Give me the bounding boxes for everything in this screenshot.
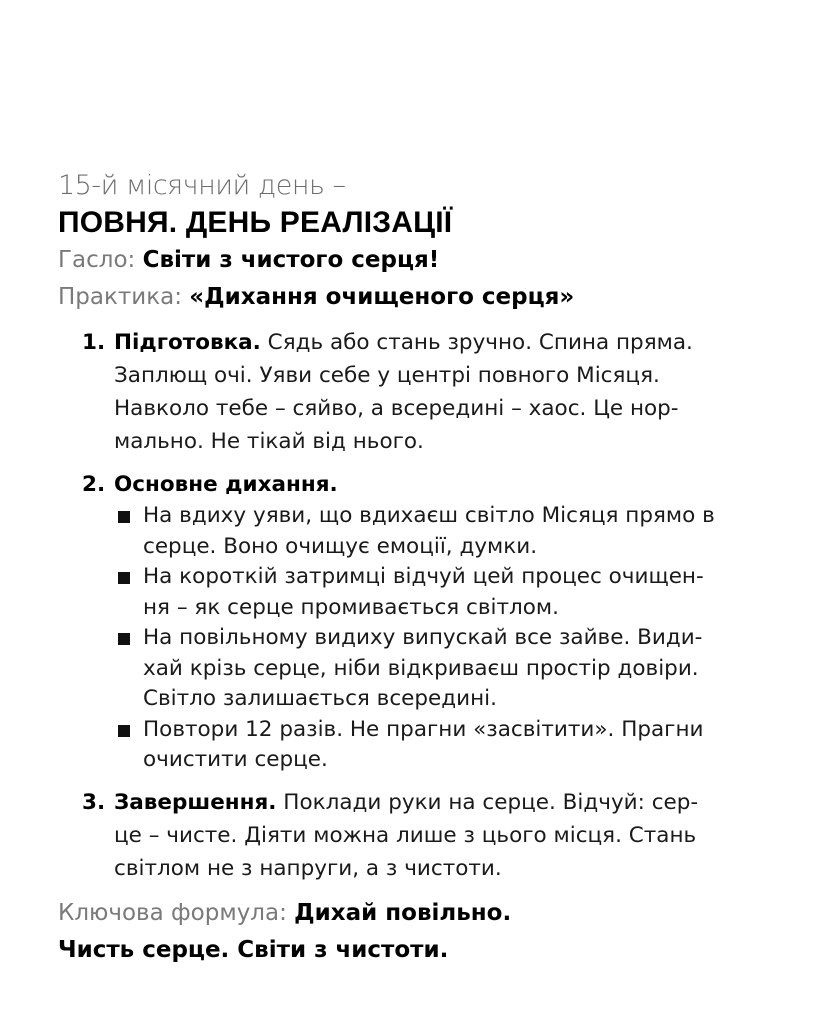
practice-label: Практика: bbox=[58, 284, 182, 310]
bullet-line: очистити серце. bbox=[143, 747, 328, 772]
step-line: світлом не з напруги, а з чистоти. bbox=[114, 855, 502, 881]
bullet-item bbox=[114, 501, 798, 562]
step-number: 1. bbox=[82, 330, 106, 355]
step-number: 2. bbox=[82, 472, 106, 497]
step-completion bbox=[58, 786, 798, 885]
square-bullet-icon bbox=[118, 633, 130, 645]
step-line: Заплющ очі. Уяви себе у центрі повного Місяця. bbox=[114, 363, 660, 388]
step-line: мально. Не тікай від нього. bbox=[114, 429, 424, 454]
step-line bbox=[114, 786, 798, 819]
bullet-item bbox=[114, 715, 798, 776]
bullet-line: хай крізь серце, ніби відкриваєш простір довіри. bbox=[143, 655, 699, 681]
step-heading: Підготовка. bbox=[114, 330, 261, 355]
page-title: ПОВНЯ. ДЕНЬ РЕАЛІЗАЦІЇ bbox=[58, 206, 453, 239]
bullet-line: На вдиху уяви, що вдихаєш світло Місяця прямо в bbox=[143, 503, 715, 528]
motto-value: Світи з чистого серця! bbox=[142, 247, 440, 273]
step-number: 3. bbox=[82, 789, 106, 815]
bullet-line: На короткій затримці відчуй цей процес очищен- bbox=[143, 564, 704, 589]
bullet-list bbox=[114, 501, 798, 776]
step-main-breathing bbox=[58, 468, 798, 776]
step-heading: Завершення. bbox=[114, 789, 277, 815]
step-heading: Основне дихання. bbox=[114, 472, 338, 497]
page bbox=[58, 168, 798, 969]
bullet-line: Світло залишається всередині. bbox=[143, 686, 497, 711]
bullet-line: ня – як серце промивається світлом. bbox=[143, 594, 559, 620]
motto-label: Гасло: bbox=[58, 247, 136, 273]
formula-value-line2: Чисть серце. Світи з чистоти. bbox=[58, 936, 449, 963]
bullet-item bbox=[114, 562, 798, 623]
day-line: 15-й місячний день – bbox=[58, 170, 346, 201]
step-line: Навколо тебе – сяйво, а всередині – хаос. Це нор- bbox=[114, 396, 679, 421]
step-line: це – чисте. Діяти можна лише з цього місця. Стань bbox=[114, 822, 697, 848]
step-line bbox=[114, 326, 798, 359]
formula-label: Ключова формула: bbox=[58, 899, 287, 926]
square-bullet-icon bbox=[118, 511, 130, 523]
motto bbox=[58, 242, 798, 279]
practice bbox=[58, 279, 798, 316]
bullet-item bbox=[114, 623, 798, 715]
square-bullet-icon bbox=[118, 725, 130, 737]
bullet-line: Повтори 12 разів. Не прагни «засвітити». Прагни bbox=[143, 716, 704, 742]
bullet-line: На повільному видиху випускай все зайве. Види- bbox=[143, 625, 703, 650]
formula-value: Дихай повільно. bbox=[294, 899, 512, 926]
step-text: Сядь або стань зручно. Спина пряма. bbox=[260, 330, 693, 355]
step-preparation bbox=[58, 326, 798, 458]
formula-line bbox=[58, 895, 798, 932]
square-bullet-icon bbox=[118, 572, 130, 584]
bullet-line: серце. Воно очищує емоції, думки. bbox=[143, 533, 538, 559]
key-formula bbox=[58, 895, 798, 969]
step-text: Поклади руки на серце. Відчуй: сер- bbox=[276, 789, 699, 815]
practice-value: «Дихання очищеного серця» bbox=[189, 284, 575, 310]
steps-list bbox=[58, 326, 798, 885]
